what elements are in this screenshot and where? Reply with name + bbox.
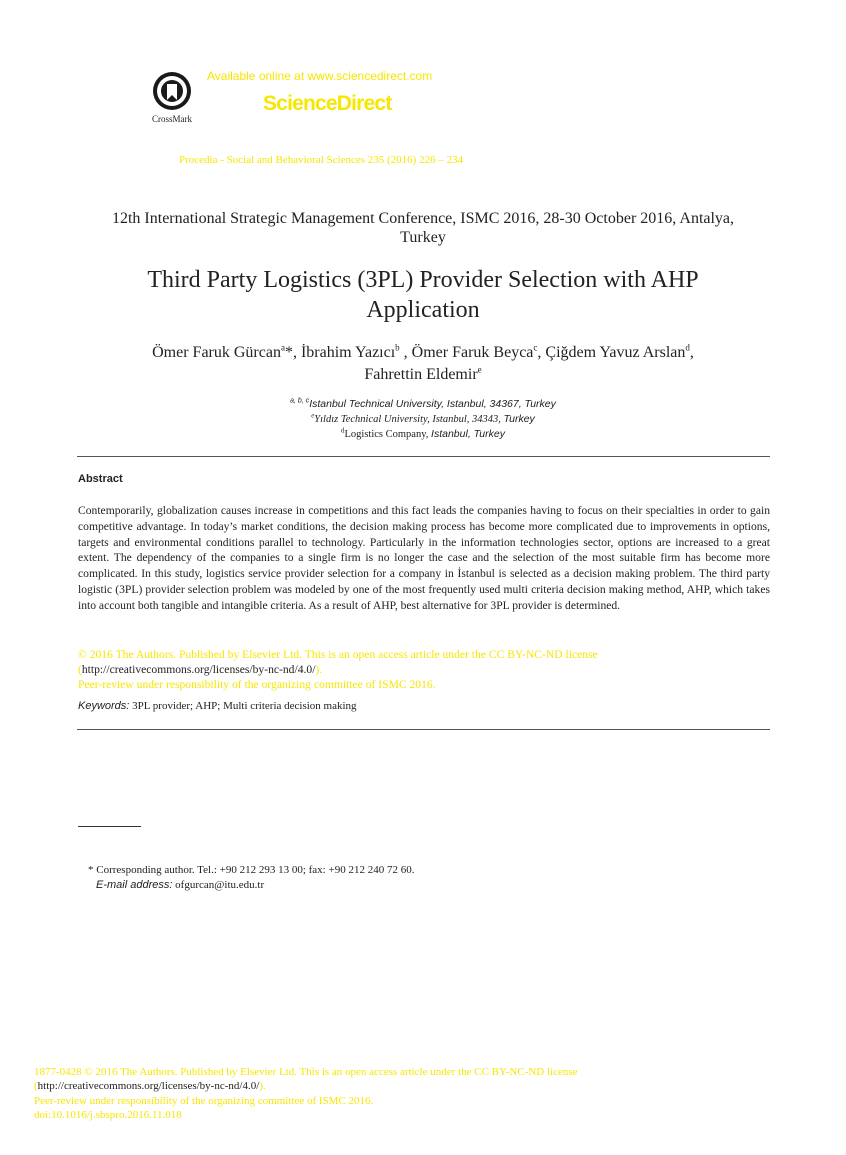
footer-issn-license: 1877-0428 © 2016 The Authors. Published by Elsevier Ltd. This is an open access article under the CC BY-NC-ND license <box>34 1066 578 1078</box>
license-open-paren: ( <box>78 663 82 676</box>
footer-open-paren: ( <box>34 1080 38 1093</box>
conference-line-2: Turkey <box>400 229 446 246</box>
peer-review-statement: Peer-review under responsibility of the organizing committee of ISMC 2016. <box>78 678 436 691</box>
license-close-paren: ). <box>315 663 323 676</box>
author-4-sup: d <box>685 342 690 353</box>
keywords <box>78 700 357 712</box>
footer-doi[interactable]: doi:10.1016/j.sbspro.2016.11.018 <box>34 1109 182 1122</box>
affiliations <box>40 397 806 442</box>
affiliation-3-sup: d <box>341 426 345 435</box>
corresponding-author: * Corresponding author. Tel.: +90 212 293 13 00; fax: +90 212 240 72 60. <box>88 864 415 876</box>
keywords-label: Keywords: <box>78 700 130 712</box>
affiliation-2 <box>40 412 806 427</box>
affiliation-3-text: Logistics Company, <box>344 429 432 440</box>
title-line-2: Application <box>366 297 480 323</box>
license-statement: © 2016 The Authors. Published by Elsevier Ltd. This is an open access article under the CC BY-NC-ND license <box>78 648 598 661</box>
abstract-top-rule <box>77 456 770 457</box>
author-2: İbrahim Yazıcı <box>300 344 396 361</box>
available-online-text: Available online at www.sciencedirect.com <box>207 69 433 83</box>
abstract-bottom-rule <box>77 729 770 730</box>
author-sep-3: , <box>537 344 546 361</box>
affiliation-2-text: Yıldız Technical University, Istanbul, 34343, <box>314 414 504 425</box>
license-link[interactable]: http://creativecommons.org/licenses/by-nc-nd/4.0/ <box>81 663 316 676</box>
author-3: Ömer Faruk Beyca <box>411 344 534 361</box>
author-3-sup: c <box>533 342 538 353</box>
footnote-rule <box>78 826 141 827</box>
author-5-sup: e <box>477 364 482 375</box>
author-sep-2: , <box>399 344 412 361</box>
author-2-sup: b <box>395 342 400 353</box>
author-1-star: *, <box>284 344 301 361</box>
affiliation-1-text: Istanbul Technical University, Istanbul, 34367, Turkey <box>309 398 556 410</box>
affiliation-3-city: Istanbul, Turkey <box>431 428 505 440</box>
crossmark-logo[interactable] <box>146 70 198 125</box>
affiliation-1 <box>40 397 806 412</box>
journal-citation: Procedia - Social and Behavioral Sciences 235 (2016) 226 – 234 <box>179 154 464 166</box>
email-line <box>96 879 264 891</box>
paper-title <box>40 265 806 325</box>
title-line-1: Third Party Logistics (3PL) Provider Selection with AHP <box>147 267 699 293</box>
conference-info <box>40 209 806 247</box>
author-1: Ömer Faruk Gürcan <box>152 344 281 361</box>
crossmark-icon <box>146 70 198 114</box>
author-4: Çiğdem Yavuz Arslan <box>545 344 686 361</box>
abstract-body: Contemporarily, globalization causes increase in competitions and this fact leads the companies having to focus on their specialties in order to gain competitive advantage. In today’s market conditions, the decision making process has become more complicated due to improvements in options, targets and environmental conditions parallel to technology. Particularly in the information technologies sector, options are increased to a great extent. The dependency of the companies to a single firm is no longer the case and the selection of the most suitable firm has become more complicated. In this study, logistics service provider selection for a company in İstanbul is selected as a decision making problem. The third party logistic (3PL) provider selection problem was modeled by one of the most frequently used multi criteria decision making method, AHP, which takes into account both tangible and intangible criteria. As a result of AHP, best alternative for 3PL provider is determined. <box>78 504 770 612</box>
keywords-text: 3PL provider; AHP; Multi criteria decision making <box>129 700 357 712</box>
abstract-heading: Abstract <box>78 473 123 485</box>
author-1-sup: a <box>280 342 285 353</box>
footer-peer-review: Peer-review under responsibility of the organizing committee of ISMC 2016. <box>34 1094 374 1107</box>
sciencedirect-logo: ScienceDirect <box>263 92 392 115</box>
email-address[interactable]: ofgurcan@itu.edu.tr <box>172 879 265 891</box>
conference-line-1: 12th International Strategic Management Conference, ISMC 2016, 28-30 October 2016, Antalya, <box>111 210 735 227</box>
crossmark-label: CrossMark <box>152 114 192 124</box>
author-sep-4: , <box>689 344 694 361</box>
affiliation-2-country: Turkey <box>503 413 535 425</box>
author-list <box>40 342 806 386</box>
affiliation-1-sup: a, b, c <box>290 397 310 405</box>
footer-license-link[interactable]: http://creativecommons.org/licenses/by-nc-nd/4.0/ <box>37 1080 260 1093</box>
affiliation-2-sup: e <box>311 411 315 420</box>
page-footer <box>34 1065 824 1123</box>
affiliation-3 <box>40 427 806 442</box>
email-label: E-mail address: <box>96 879 173 891</box>
author-5: Fahrettin Eldemir <box>364 366 478 383</box>
abstract-license <box>78 647 770 692</box>
footer-close-paren: ). <box>259 1080 266 1093</box>
